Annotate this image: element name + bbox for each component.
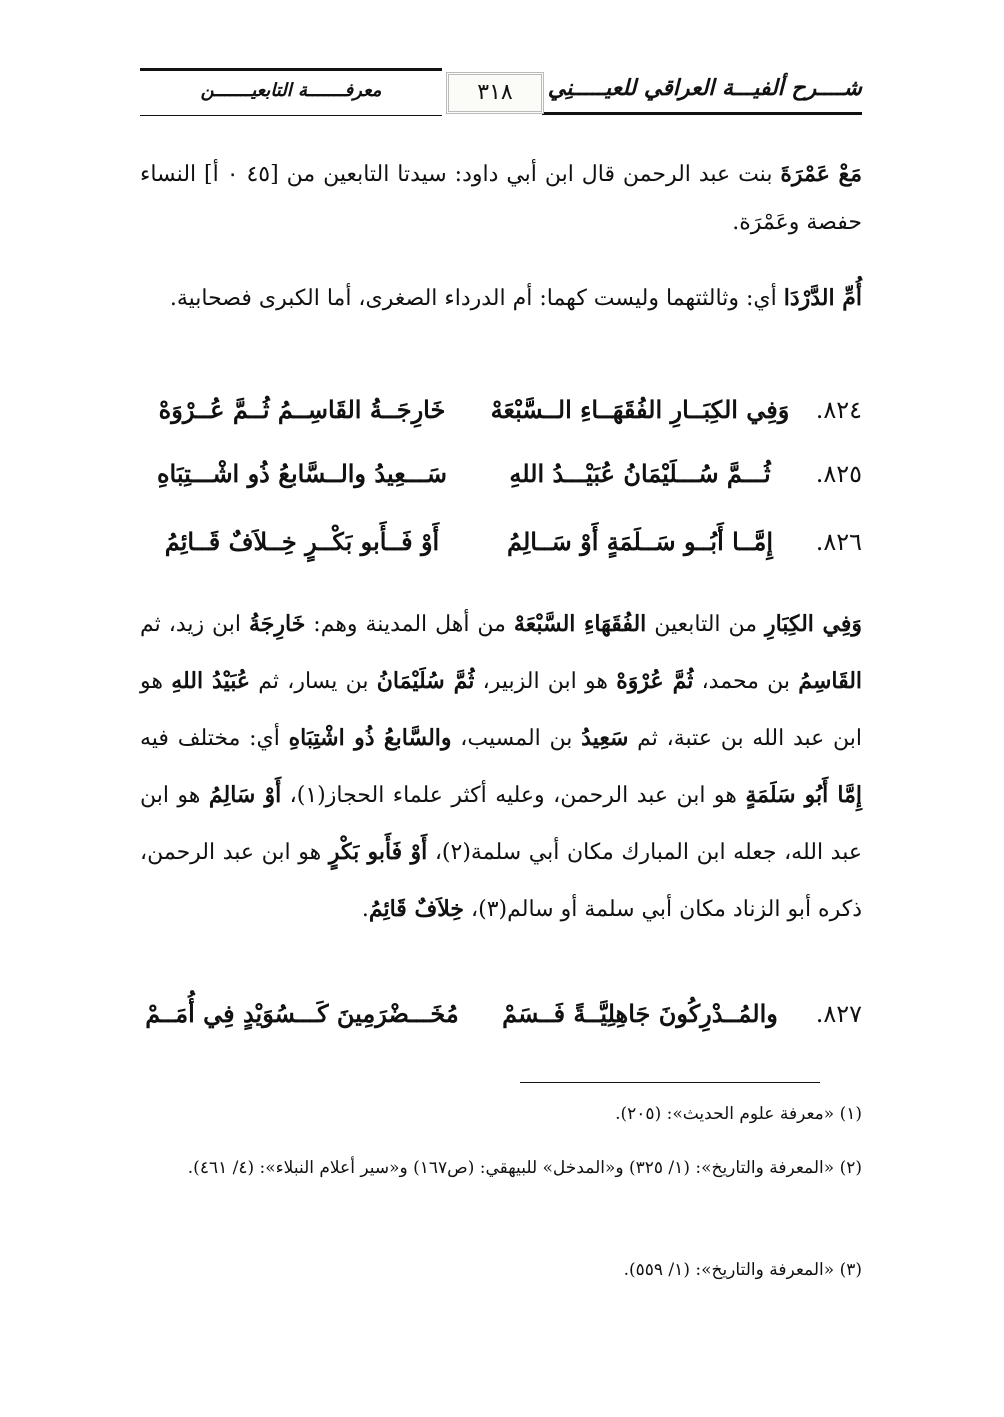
verse-second-hemistich: سَـــعِيدُ والــسَّابعُ ذُو اشْـــتِبَاهِ bbox=[156, 459, 447, 488]
verse-first-hemistich: ثُـــمَّ سُـــلَيْمَانُ عُبَيْـــدُ اللهِ bbox=[509, 459, 771, 488]
chapter-title: معرفـــــــة التابعيـــــــن bbox=[140, 68, 442, 116]
commentary-text: هو ابن عبد الله، جعله ابن المبارك مكان أبي سلمة(٢)، bbox=[140, 783, 862, 865]
commentary-bold: أَوْ سَالِمُ bbox=[208, 782, 282, 808]
verse-first-hemistich: إِمَّــا أَبُــو سَــلَمَةٍ أَوْ سَــالِمُ bbox=[506, 527, 773, 556]
footnote-3: (٣) «المعرفة والتاريخ»: (١/ ٥٥٩). bbox=[623, 1260, 862, 1280]
paragraph-umm-darda bbox=[140, 274, 862, 323]
verse-first-hemistich: والمُــدْرِكُونَ جَاهِلِيَّــةً فَــسَمْ bbox=[502, 999, 778, 1028]
commentary-bold: سَعِيدُ bbox=[581, 725, 629, 751]
commentary-text: بن المسيب، bbox=[451, 726, 582, 751]
commentary-bold: ثُمَّ سُلَيْمَانُ bbox=[376, 668, 475, 694]
verse-826 bbox=[132, 522, 862, 562]
verse-number: ٨٢٥. bbox=[815, 460, 862, 488]
commentary-bold: خَارِجَةُ bbox=[249, 611, 306, 637]
page-header bbox=[140, 68, 862, 116]
verse-first-hemistich: وَفِي الكِبَــارِ الفُقَهَــاءِ الــسَّبْعَهْ bbox=[490, 395, 790, 424]
commentary-bold: إِمَّا أَبُو سَلَمَةٍ bbox=[745, 782, 862, 808]
commentary-bold: ثُمَّ عُرْوَهْ bbox=[616, 668, 694, 694]
paragraph-text: أي: وثالثتهما وليست كهما: أم الدرداء الصغرى، أما الكبرى فصحابية. bbox=[169, 286, 784, 311]
commentary-bold: الفُقَهَاءِ السَّبْعَهْ bbox=[513, 611, 647, 637]
commentary-text: من أهل المدينة وهم: bbox=[305, 612, 514, 637]
commentary-text: أي: مختلف فيه bbox=[140, 726, 289, 751]
commentary-text: . bbox=[361, 897, 369, 922]
bold-term: مَعْ عَمْرَةَ bbox=[780, 161, 862, 187]
verse-number: ٨٢٤. bbox=[815, 396, 862, 424]
verse-second-hemistich: أَوْ فَــأَبو بَكْــرٍ خِــلاَفٌ قَــائِمُ bbox=[164, 527, 440, 556]
commentary-text: هو ابن عبد الرحمن، وعليه أكثر علماء الحجاز(١)، bbox=[281, 783, 746, 808]
book-title: شــــرح ألفيـــة العراقي للعيـــــنِي bbox=[542, 68, 862, 115]
commentary-bold: القَاسِمُ bbox=[798, 668, 863, 694]
commentary-bold: خِلاَفٌ قَائِمُ bbox=[368, 896, 465, 922]
commentary-bold: والسَّابعُ ذُو اشْتِبَاهِ bbox=[288, 725, 452, 751]
paragraph-text: بنت عبد الرحمن قال ابن أبي داود: سيدتا التابعين من [٤٥ ٠ أ] النساء حفصة وعَمْرَة. bbox=[140, 162, 862, 235]
verse-825 bbox=[132, 454, 862, 494]
commentary-text: ابن زيد، ثم bbox=[140, 612, 249, 637]
verse-second-hemistich: مُخَـــضْرَمِينَ كَـــسُوَيْدٍ فِي أُمَــمْ bbox=[145, 999, 459, 1028]
verse-824 bbox=[132, 390, 862, 430]
verse-number: ٨٢٧. bbox=[815, 1000, 862, 1028]
commentary-text: هو ابن عبد الله بن عتبة، ثم bbox=[140, 669, 862, 751]
bold-term: أُمِّ الدَّرْدَا bbox=[783, 285, 862, 311]
commentary-text: هو ابن الزبير، bbox=[474, 669, 617, 694]
footnote-2: (٢) «المعرفة والتاريخ»: (١/ ٣٢٥) و«المدخل» للبيهقي: (ص١٦٧) و«سير أعلام النبلاء»: (٤/ ٤٦١). bbox=[187, 1158, 862, 1178]
page-number: ٣١٨ bbox=[446, 72, 544, 114]
verse-827 bbox=[132, 994, 862, 1034]
commentary-bold: عُبَيْدُ اللهِ bbox=[171, 668, 250, 694]
paragraph-umra bbox=[140, 150, 862, 247]
commentary-text: بن محمد، bbox=[693, 669, 799, 694]
commentary-text: هو ابن عبد الرحمن، ذكره أبو الزناد مكان أبي سلمة أو سالم(٣)، bbox=[140, 840, 862, 922]
commentary-bold: وَفِي الكِبَارِ bbox=[764, 611, 862, 637]
commentary-text: بن يسار، ثم bbox=[249, 669, 377, 694]
verse-number: ٨٢٦. bbox=[815, 528, 862, 556]
commentary-paragraph bbox=[140, 596, 862, 938]
verse-second-hemistich: خَارِجَــةُ القَاسِــمُ ثُــمَّ عُــرْوَهْ bbox=[158, 395, 446, 424]
commentary-bold: أَوْ فَأَبو بَكْرٍ bbox=[328, 839, 428, 865]
commentary-text: من التابعين bbox=[646, 612, 765, 637]
footnote-divider bbox=[520, 1082, 820, 1083]
footnote-1: (١) «معرفة علوم الحديث»: (٢٠٥). bbox=[615, 1104, 862, 1124]
